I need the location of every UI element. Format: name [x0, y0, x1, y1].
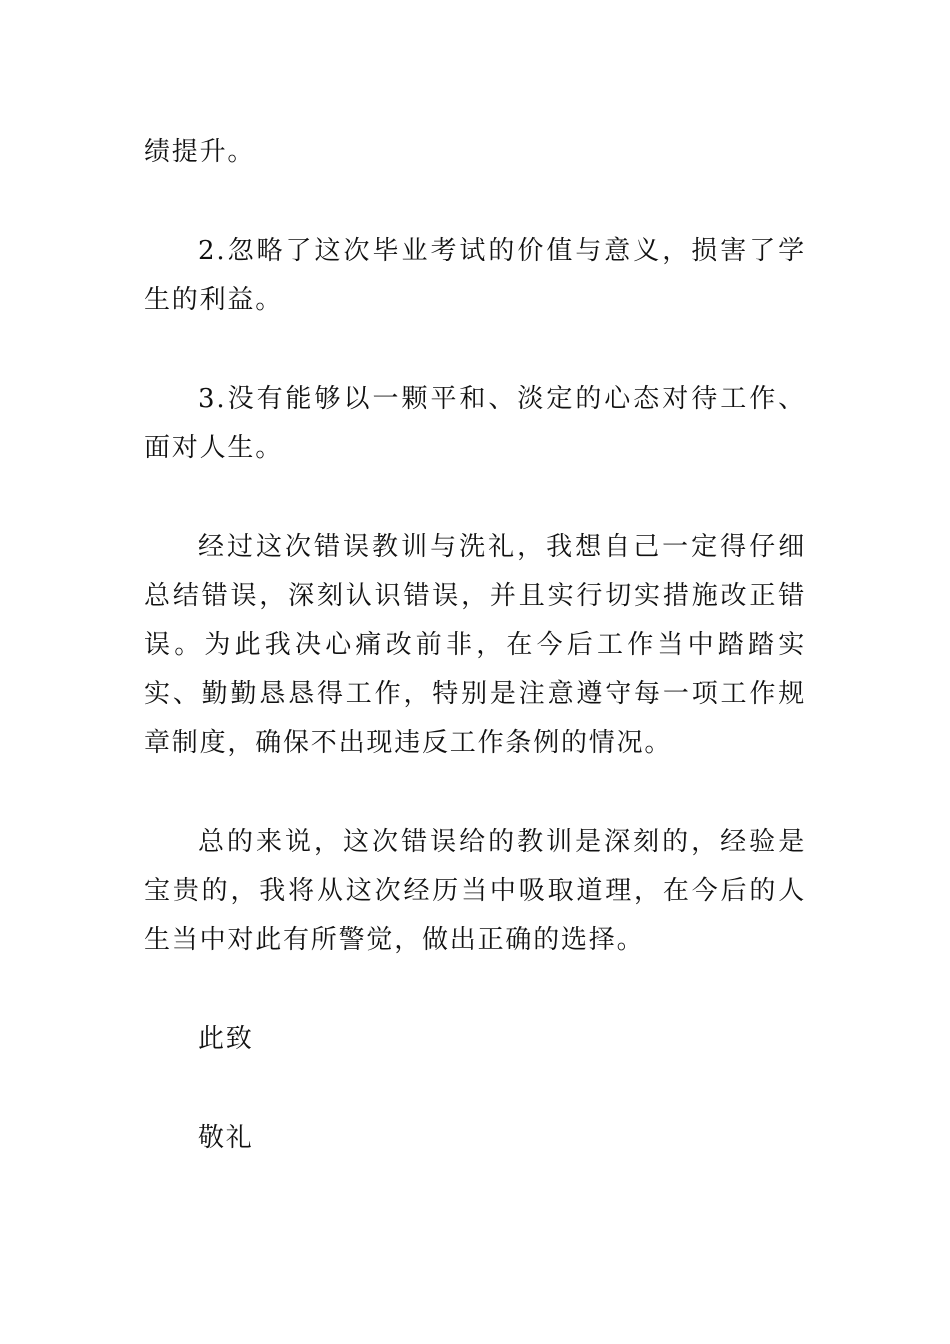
closing-regards: 敬礼	[198, 1123, 254, 1153]
paragraph-summary: 总的来说，这次错误给的教训是深刻的，经验是宝贵的，我将从这次经历当中吸取道理，在今后的人生当中对此有所警觉，做出正确的选择。	[144, 827, 806, 955]
closing-salutation: 此致	[198, 1024, 254, 1054]
document-body	[144, 128, 806, 1163]
paragraph-point-3: 3.没有能够以一颗平和、淡定的心态对待工作、面对人生。	[144, 384, 806, 463]
paragraph-point-2: 2.忽略了这次毕业考试的价值与意义，损害了学生的利益。	[144, 236, 806, 315]
paragraph-reflection: 经过这次错误教训与洗礼，我想自己一定得仔细总结错误，深刻认识错误，并且实行切实措施改正错误。为此我决心痛改前非，在今后工作当中踏踏实实、勤勤恳恳得工作，特别是注意遵守每一项工作规章制度，确保不出现违反工作条例的情况。	[144, 532, 806, 758]
paragraph-continuation: 绩提升。	[144, 137, 256, 167]
